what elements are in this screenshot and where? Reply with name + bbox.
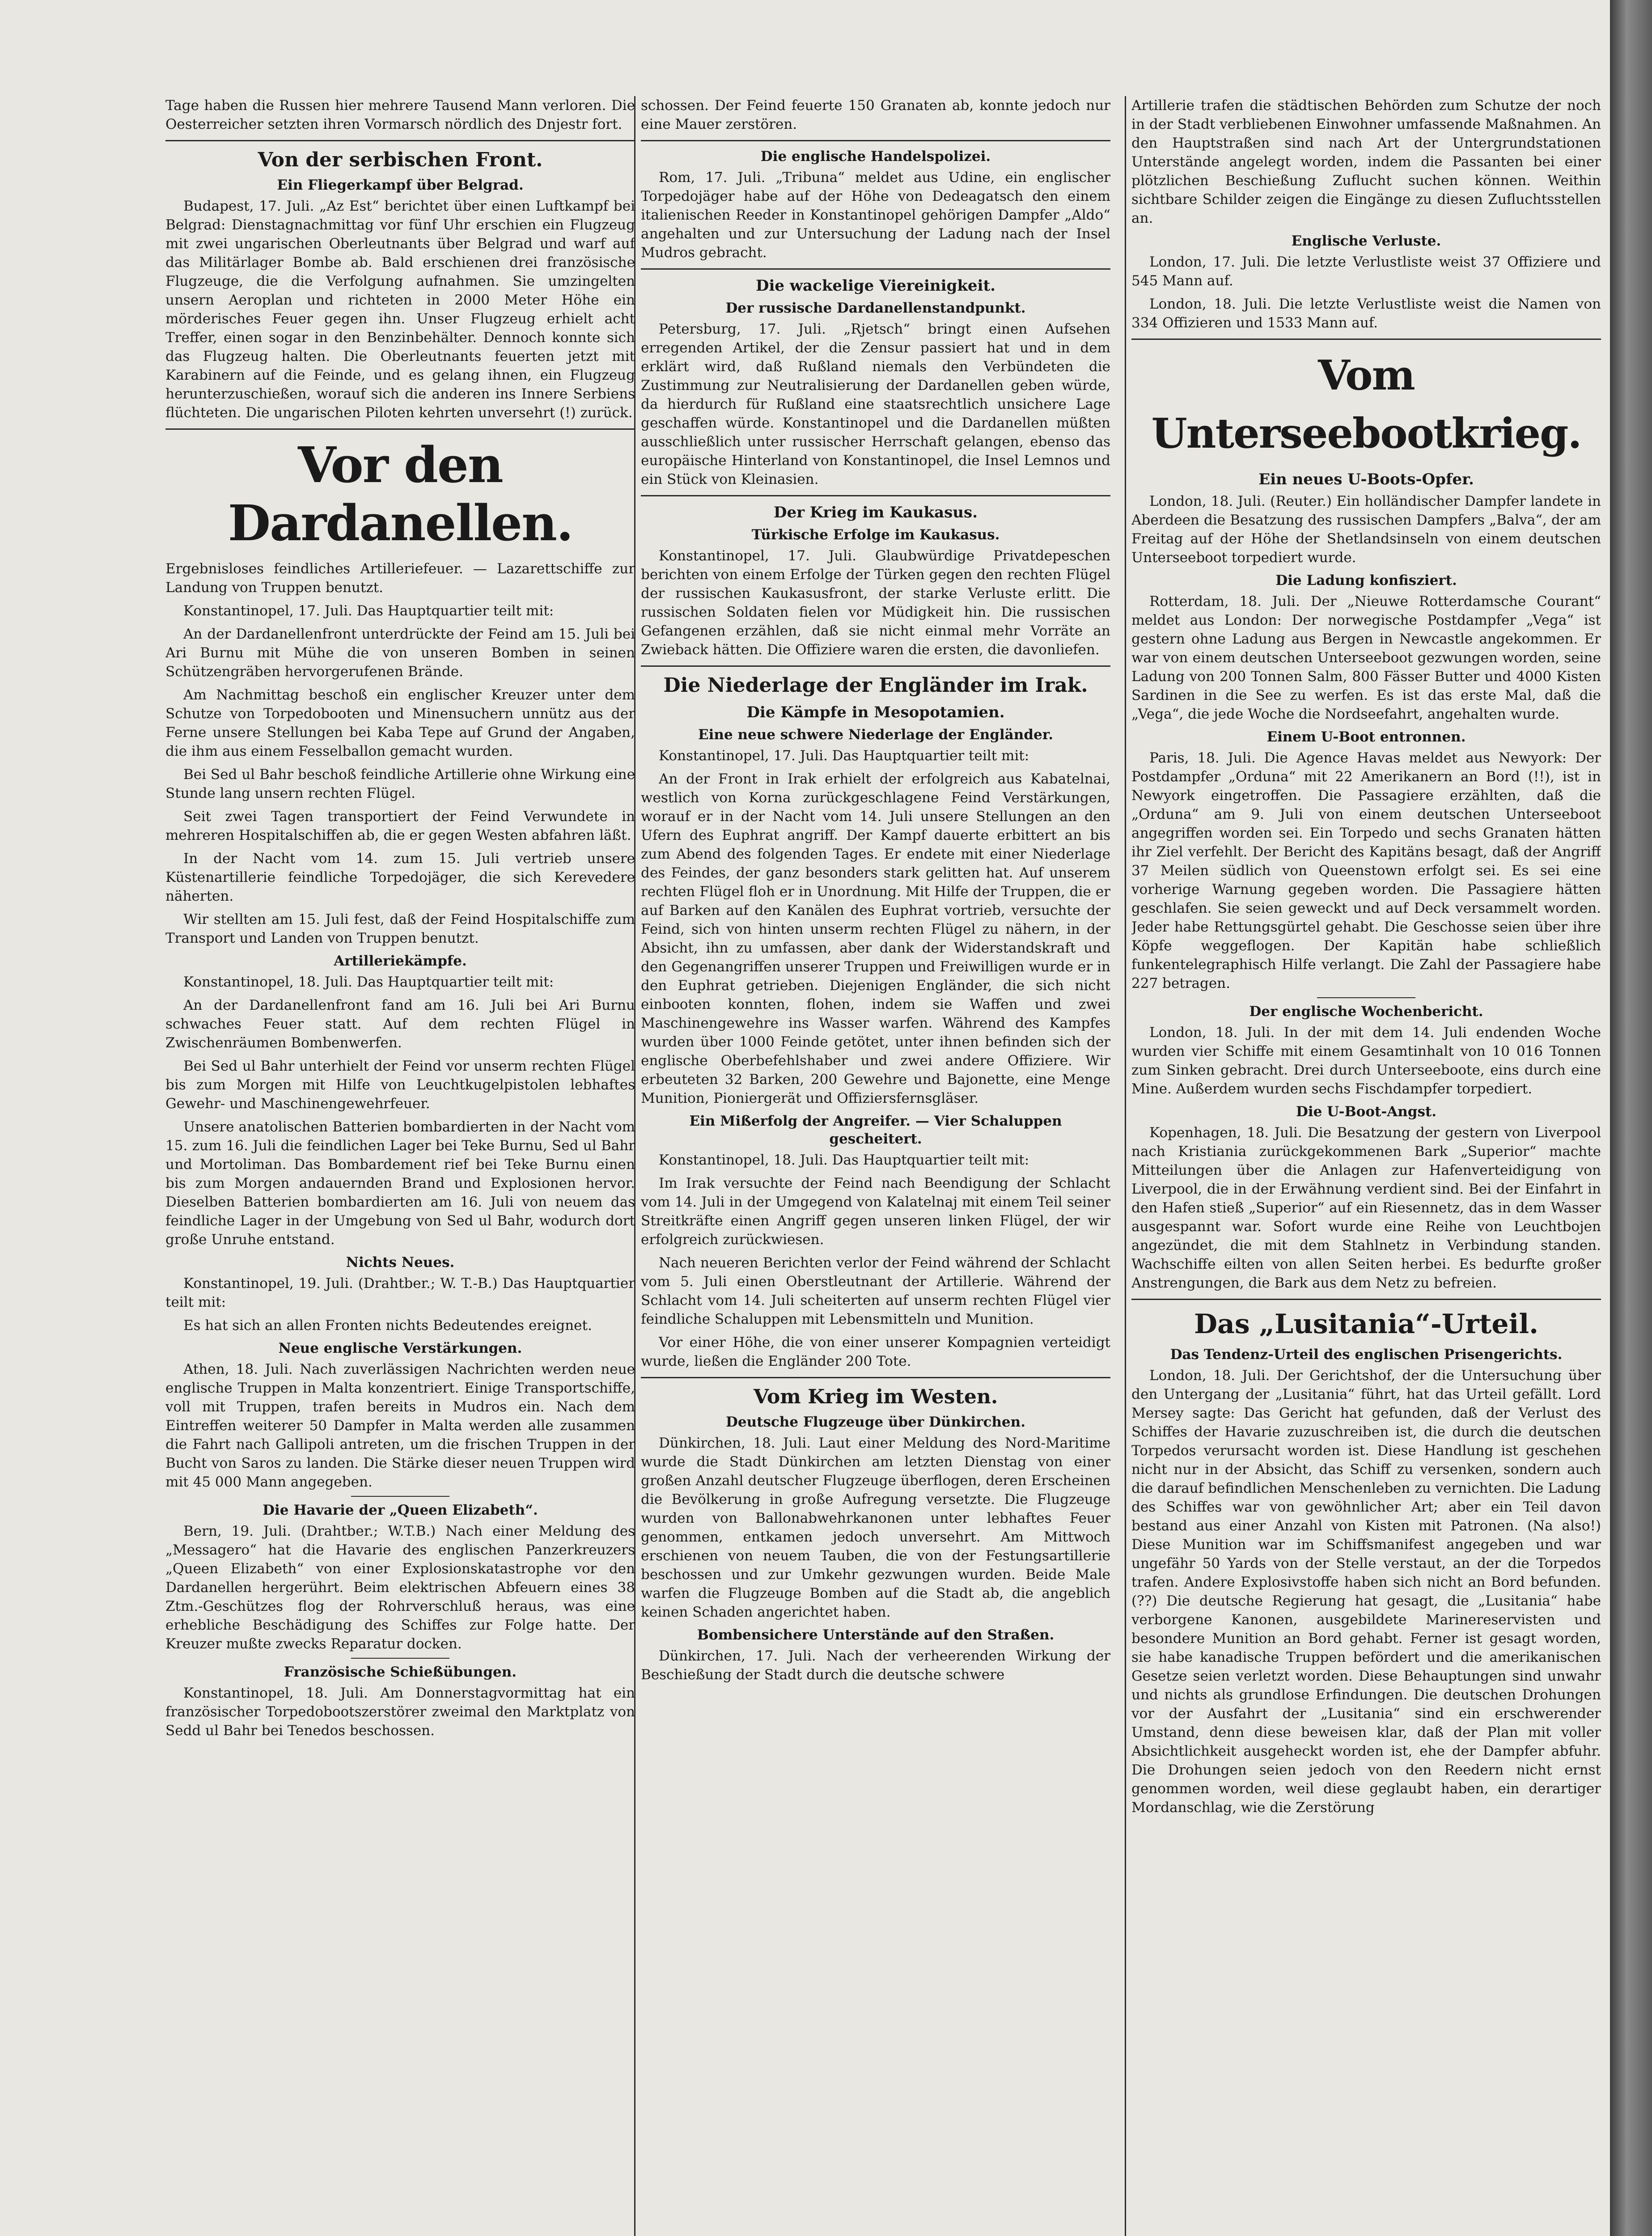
subheadline: Die Kämpfe in Mesopotamien. (746, 703, 1005, 721)
paragraph: An der Dardanellenfront unterdrückte der Feind am 15. Juli bei Ari Burnu mit Mühe die von unseren Bomben in seinen Schützengräben hervorgerufenen Brände. (165, 626, 635, 680)
paragraph: Paris, 18. Juli. Die Agence Havas meldet aus Newyork: Der Postdampfer „Orduna“ mit 22 Amerikanern an Bord (!!), ist in Newyork eingetroffen. Die Passagiere erzählten, daß die „Orduna“ am 9. Juli von einem deutschen Unterseeboot angegriffen worden sei. Ein Torpedo und sechs Granaten hätten ihr Ziel verfehlt. Der Bericht des Kapitäns besagt, daß der Angriff 37 Meilen südlich von Queenstown erfolgt sei. Es sei eine vorherige Warnung gegeben worden. Die Passagiere hätten geschlafen. Sie seien geweckt und auf Deck versammelt worden. Jeder habe Rettungsgürtel gehabt. Die Geschosse seien über ihre Köpfe weggeflogen. Der Kapitän habe schließlich funkentelegraphisch Hilfe verlangt. Die Zahl der Passagiere habe 227 betragen. (1131, 750, 1601, 991)
divider (165, 428, 635, 430)
headline: Von der serbischen Front. (258, 148, 543, 171)
paragraph: Am Nachmittag beschoß ein englischer Kreuzer unter dem Schutze von Torpedobooten und Minensuchern unnütz aus der Ferne unsere Stellungen bei Kaba Tepe auf Grund der Angaben, die ihm aus einem Fesselballon gemacht wurden. (165, 687, 635, 759)
deck: Ergebnisloses feindliches Artilleriefeuer. — Lazarettschiffe zur Landung von Truppen benutzt. (165, 561, 635, 596)
subheadline: Ein neues U-Boots-Opfer. (1258, 470, 1474, 488)
paragraph: Bern, 19. Juli. (Drahtber.; W.T.B.) Nach einer Meldung des „Messagero“ hat die Havarie des englischen Panzerkreuzers „Queen Elizabeth“ von einer Explosionskatastrophe vor den Dardanellen hergerührt. Beim elektrischen Abfeuern eines 38 Ztm.-Geschützes flog der Rohrverschluß heraus, was eine erhebliche Beschädigung des Schiffes zur Folge hatte. Der Kreuzer mußte zwecks Reparatur docken. (165, 1523, 635, 1652)
subheadline: Einem U-Boot entronnen. (1267, 729, 1466, 745)
headline: Die wackelige Viereinigkeit. (756, 277, 995, 295)
paragraph: Im Irak versuchte der Feind nach Beendigung der Schlacht vom 14. Juli in der Umgegend von Kalatelnaj mit einem Teil seiner Streitkräfte einen Angriff gegen unseren linken Flügel, der wir erfolgreich zurückwiesen. (641, 1175, 1110, 1248)
headline: Die Niederlage der Engländer im Irak. (663, 674, 1088, 697)
headline: Das „Lusitania“-Urteil. (1194, 1309, 1539, 1340)
paragraph: Konstantinopel, 17. Juli. Glaubwürdige Privatdepeschen berichten von einem Erfolge der Türken gegen den rechten Flügel der russischen Kaukasusfront, der starke Verluste erlitt. Die russischen Soldaten fielen vor Müdigkeit hin. Die russischen Gefangenen erzählen, daß sie nicht einmal mehr Vorräte an Zwieback hätten. Die Offiziere waren die ersten, die davonliefen. (641, 548, 1110, 658)
divider (165, 140, 635, 141)
paragraph: Bei Sed ul Bahr unterhielt der Feind vor unserm rechten Flügel bis zum Morgen mit Hilfe von Leuchtkugelpistolen lebhaftes Gewehr- und Maschinengewehrfeuer. (165, 1058, 635, 1112)
divider (641, 268, 1110, 270)
divider (641, 1377, 1110, 1378)
paragraph: Rom, 17. Juli. „Tribuna“ meldet aus Udine, ein englischer Torpedojäger habe auf der Höhe von Dedeagatsch den einem italienischen Reeder in Konstantinopel gehörigen Dampfer „Aldo“ angehalten und zur Untersuchung der Ladung nach der Insel Mudros gebracht. (641, 169, 1110, 261)
subheadline: Ein Fliegerkampf über Belgrad. (277, 177, 524, 193)
paragraph: Konstantinopel, 18. Juli. Das Hauptquartier teilt mit: (659, 1152, 1029, 1168)
paragraph: London, 18. Juli. In der mit dem 14. Juli endenden Woche wurden vier Schiffe mit einem Gesamtinhalt von 10 016 Tonnen zum Sinken gebracht. Drei durch Unterseeboote, eins durch eine Mine. Außerdem wurden sechs Fischdampfer torpediert. (1131, 1025, 1601, 1097)
paragraph: London, 18. Juli. (Reuter.) Ein holländischer Dampfer landete in Aberdeen die Besatzung des russischen Dampfers „Balva“, der am Freitag auf der Höhe der Shetlandsinseln von einem deutschen Unterseeboot torpediert wurde. (1131, 493, 1601, 566)
paragraph: Vor einer Höhe, die von einer unserer Kompagnien verteidigt wurde, ließen die Engländer 200 Tote. (641, 1334, 1110, 1369)
divider (351, 1496, 449, 1497)
subheadline: Das Tendenz-Urteil des englischen Prisengerichts. (1170, 1347, 1563, 1363)
paragraph: London, 18. Juli. Die letzte Verlustliste weist die Namen von 334 Offizieren und 1533 Mann auf. (1131, 296, 1601, 331)
subheadline: Ein Mißerfolg der Angreifer. — Vier Schaluppen gescheitert. (689, 1113, 1062, 1147)
subheadline: Deutsche Flugzeuge über Dünkirchen. (726, 1414, 1025, 1430)
paragraph: Seit zwei Tagen transportiert der Feind Verwundete in mehreren Hospitalschiffen ab, die er gegen Westen abfahren läßt. (165, 809, 635, 843)
paragraph: Tage haben die Russen hier mehrere Tausend Mann verloren. Die Oesterreicher setzten ihren Vormarsch nördlich des Dnjestr fort. (165, 97, 635, 132)
paragraph: Dünkirchen, 17. Juli. Nach der verheerenden Wirkung der Beschießung der Stadt durch die deutsche schwere (641, 1648, 1110, 1683)
paragraph: Rotterdam, 18. Juli. Der „Nieuwe Rotterdamsche Courant“ meldet aus London: Der norwegische Postdampfer „Vega“ ist gestern ohne Ladung aus Bergen in Newcastle angekommen. Er war von einem deutschen Unterseeboot gezwungen worden, seine Ladung von 200 Tonnen Salm, 800 Fässer Butter und 4000 Kisten Sardinen in die See zu werfen. Es ist das erste Mal, daß die „Vega“, die jede Woche die Nordseefahrt, angehalten wurde. (1131, 593, 1601, 722)
divider (351, 1658, 449, 1659)
subheadline: Englische Verluste. (1291, 233, 1441, 249)
divider (641, 495, 1110, 496)
book-spine-edge (1610, 0, 1652, 2236)
subheadline: Die Havarie der „Queen Elizabeth“. (263, 1502, 538, 1518)
divider (1131, 1299, 1601, 1300)
paragraph: In der Nacht vom 14. zum 15. Juli vertrieb unsere Küstenartillerie feindliche Torpedojäger, die sich Kerevedere näherten. (165, 851, 635, 904)
paragraph: Es hat sich an allen Fronten nichts Bedeutendes ereignet. (183, 1317, 592, 1334)
column-3 (1131, 96, 1601, 2236)
paragraph: Kopenhagen, 18. Juli. Die Besatzung der gestern von Liverpool nach Kristiania zurückgekommenen Bark „Superior“ machte Mitteilungen über die Anlagen zur Hafenverteidigung von Liverpool, die in der Erwähnung verdient sind. Bei der Einfahrt in den Hafen stieß „Superior“ auf ein Riesennetz, das in dem Wasser ausgespannt war. Sofort wurde eine Reihe von Leuchtbojen angezündet, die mit dem Stahlnetz in Verbindung standen. Wachschiffe eilten von allen Seiten herbei. Es bedurfte großer Anstrengungen, die Bark aus dem Netz zu befreien. (1131, 1125, 1601, 1291)
subheadline: Die Ladung konfisziert. (1275, 572, 1457, 589)
paragraph: Konstantinopel, 17. Juli. Das Hauptquartier teilt mit: (659, 748, 1029, 764)
divider (1131, 339, 1601, 340)
paragraph: Unsere anatolischen Batterien bombardierten in der Nacht vom 15. zum 16. Juli die feindlichen Lager bei Teke Burnu, Sed ul Bahr und Mortoliman. Das Bombardement rief bei Teke Burnu einen bis zum Morgen andauernden Brand und Explosionen hervor. Dieselben Batterien bombardierten am 16. Juli von neuem das feindliche Lager in der Umgebung von Sed ul Bahr, wodurch dort große Unruhe entstand. (165, 1119, 635, 1248)
paragraph: Konstantinopel, 18. Juli. Am Donnerstagvormittag hat ein französischer Torpedobootszerstörer zweimal den Marktplatz von Sedd ul Bahr bei Tenedos beschossen. (165, 1685, 635, 1739)
divider (641, 140, 1110, 141)
paragraph: Wir stellten am 15. Juli fest, daß der Feind Hospitalschiffe zum Transport und Landen von Truppen benutzt. (165, 911, 635, 946)
subheadline: Bombensichere Unterstände auf den Straßen. (697, 1627, 1055, 1643)
section-headline: Vor den Dardanellen. (228, 436, 573, 552)
divider (1317, 997, 1415, 998)
paragraph: London, 17. Juli. Die letzte Verlustliste weist 37 Offiziere und 545 Mann auf. (1131, 254, 1601, 289)
subheadline: Die U-Boot-Angst. (1296, 1104, 1437, 1120)
subheadline: Türkische Erfolge im Kaukasus. (751, 527, 1000, 543)
paragraph: Petersburg, 17. Juli. „Rjetsch“ bringt einen Aufsehen erregenden Artikel, der die Zensur passiert hat und in dem erklärt wird, daß Rußland niemals den Verbündeten die Zustimmung zur Neutralisierung der Dardanellen geben würde, da hierdurch für Rußland eine staatsrechtlich unsichere Lage geschaffen würde. Konstantinopel und die Dardanellen müßten ausschließlich unter russischer Herrschaft gelangen, ebenso das europäische Hinterland von Konstantinopel, die Insel Lemnos und ein Stück von Kleinasien. (641, 321, 1110, 487)
subheadline: Die englische Handelspolizei. (760, 148, 991, 165)
paragraph: Athen, 18. Juli. Nach zuverlässigen Nachrichten werden neue englische Truppen in Malta konzentriert. Einige Transportschiffe, voll mit Truppen, trafen bereits in Mudros ein. Nach dem Eintreffen weiterer 50 Dampfer in Malta werden alle zusammen die Fahrt nach Gallipoli antreten, um die frischen Truppen in der Bucht von Saros zu landen. Die Stärke dieser neuen Truppen wird mit 45 000 Mann angegeben. (165, 1361, 635, 1490)
paragraph: London, 18. Juli. Der Gerichtshof, der die Untersuchung über den Untergang der „Lusitania“ führt, hat das Urteil gefällt. Lord Mersey sagte: Das Gericht hat gefunden, daß der Verlust des Schiffes der Havarie zuzuschreiben ist, die durch die deutschen Torpedos verursacht worden ist. Diese Handlung ist geschehen nicht nur in der Absicht, das Schiff zu versenken, sondern auch die darauf befindlichen Menschenleben zu vernichten. Die Ladung des Schiffes war von gewöhnlicher Art; aber ein Teil davon bestand aus einer Anzahl von Kisten mit Patronen. (Na also!) Diese Munition war im Schiffsmanifest angegeben und war ungefähr 50 Yards von der Stelle verstaut, an der die Torpedos trafen. Andere Explosivstoffe haben sich nicht an Bord befunden. (??) Die deutsche Regierung hat gesagt, die „Lusitania“ habe verborgene Kanonen, ausgebildete Marinereservisten und besondere Munition an Bord gehabt. Ferner ist gesagt worden, sie habe kanadische Truppen befördert und die amerikanischen Gesetze seien verletzt worden. Diese Behauptungen sind unwahr und nichts als grundlose Erfindungen. Die deutschen Drohungen vor der Ausfahrt der „Lusitania“ sind ein erschwerender Umstand, denn diese beweisen klar, daß der Plan mit voller Absichtlichkeit ausgeheckt worden ist, ehe der Dampfer abfuhr. Die Drohungen seien jedoch von den Reedern nicht ernst genommen worden, weil diese geglaubt haben, ein derartiger Mordanschlag, wie die Zerstörung (1131, 1368, 1601, 1816)
column-2 (641, 96, 1110, 2236)
paragraph: An der Front in Irak erhielt der erfolgreich aus Kabatelnai, westlich von Korna zurückgeschlagene Feind Verstärkungen, worauf er in der Nacht vom 14. Juli unsere Stellungen an den Ufern des Euphrat angriff. Der Kampf dauerte erbittert an bis zum Abend des folgenden Tages. Er endete mit einer Niederlage des Feindes, der ganz besonders stark gelitten hat. Auf unserem rechten Flügel floh er in Unordnung. Mit Hilfe der Truppen, die er auf Barken auf den Kanälen des Euphrat vortrieb, versuchte der Feind, sich von hinten unserm rechten Flügel zu nähern, in der Absicht, ihn zu umfassen, aber dank der Widerstandskraft und den Gegenangriffen unserer Truppen und Freiwilligen wurde er in den Euphrat getrieben. Diejenigen Engländer, die sich nicht einbooten konnten, flohen, indem sie Waffen und zwei Maschinengewehre ins Wasser warfen. Während des Kampfes wurden über 1000 Feinde getötet, unter ihnen befinden sich der englische Oberbefehlshaber und zwei andere Offiziere. Wir erbeuteten 32 Barken, 200 Gewehre und Bajonette, eine Menge Munition, Pioniergerät und Offiziersfernsgläser. (641, 771, 1110, 1106)
subheadline: Artilleriekämpfe. (334, 953, 467, 969)
column-rule (1125, 96, 1126, 2236)
subheadline: Eine neue schwere Niederlage der Engländer. (698, 727, 1053, 743)
headline: Der Krieg im Kaukasus. (774, 504, 978, 521)
subheadline: Nichts Neues. (346, 1254, 455, 1270)
divider (641, 665, 1110, 667)
column-1 (165, 96, 635, 2236)
paragraph: Bei Sed ul Bahr beschoß feindliche Artillerie ohne Wirkung eine Stunde lang unsern rechten Flügel. (165, 767, 635, 801)
section-headline: Vom Unterseebootkrieg. (1151, 351, 1581, 457)
subheadline: Französische Schießübungen. (284, 1664, 517, 1680)
paragraph: Konstantinopel, 19. Juli. (Drahtber.; W. T.-B.) Das Hauptquartier teilt mit: (165, 1275, 635, 1310)
subheadline: Der russische Dardanellenstandpunkt. (725, 300, 1026, 316)
headline: Vom Krieg im Westen. (753, 1385, 998, 1408)
paragraph: Nach neueren Berichten verlor der Feind während der Schlacht vom 5. Juli einen Oberstleutnant der Artillerie. Während der Schlacht vom 14. Juli scheiterten auf unserm rechten Flügel vier feindliche Schaluppen mit Lebensmitteln und Munition. (641, 1255, 1110, 1327)
subheadline: Der englische Wochenbericht. (1249, 1004, 1483, 1020)
paragraph: Budapest, 17. Juli. „Az Est“ berichtet über einen Luftkampf bei Belgrad: Dienstagnachmittag vor fünf Uhr erschien ein Flugzeug mit zwei ungarischen Oberleutnants über Belgrad und warf auf das Militärlager Bombe ab. Bald erschienen drei französische Flugzeuge, die die Verfolgung aufnahmen. Sie umzingelten unsern Aeroplan und richteten in 2000 Meter Höhe ein mörderisches Feuer gegen ihn. Unser Flugzeug erhielt acht Treffer, einen sogar in den Benzinbehälter. Dennoch konnte sich das Flugzeug halten. Die Oberleutnants feuerten jetzt mit Karabinern auf die Feinde, und es gelang ihnen, ein Flugzeug herunterzuschießen, worauf sich die anderen ins Innere Serbiens flüchteten. Die ungarischen Piloten kehrten unversehrt (!) zurück. (165, 198, 635, 421)
paragraph: Konstantinopel, 18. Juli. Das Hauptquartier teilt mit: (183, 974, 554, 990)
subheadline: Neue englische Verstärkungen. (278, 1340, 522, 1356)
paragraph: Artillerie trafen die städtischen Behörden zum Schutze der noch in der Stadt verbliebenen Einwohner umfassende Maßnahmen. An den Hauptstraßen sind nach Art der Untergrundstationen Unterstände angelegt worden, indem die Passanten bei einer plötzlichen Beschießung Zuflucht suchen können. Weithin sichtbare Schilder zeigen die Eingänge zu diesen Zufluchtsstellen an. (1131, 97, 1601, 226)
paragraph: schossen. Der Feind feuerte 150 Granaten ab, konnte jedoch nur eine Mauer zerstören. (641, 97, 1110, 132)
paragraph: Konstantinopel, 17. Juli. Das Hauptquartier teilt mit: (183, 603, 554, 619)
paragraph: Dünkirchen, 18. Juli. Laut einer Meldung des Nord-Maritime wurde die Stadt Dünkirchen am letzten Dienstag von einer großen Anzahl deutscher Flugzeuge überflogen, deren Erscheinen die Bevölkerung in große Aufregung versetzte. Die Flugzeuge wurden von Ballonabwehrkanonen unter lebhaftes Feuer genommen, entkamen jedoch unversehrt. Am Mittwoch erschienen von neuem Tauben, die von der Festungsartillerie beschossen und zur Umkehr gezwungen wurden. Beide Male warfen die Flugzeuge Bomben auf die Stadt ab, die angeblich keinen Schaden angerichtet haben. (641, 1435, 1110, 1620)
paragraph: An der Dardanellenfront fand am 16. Juli bei Ari Burnu schwaches Feuer statt. Auf dem rechten Flügel in Zwischenräumen Bombenwerfen. (165, 997, 635, 1051)
